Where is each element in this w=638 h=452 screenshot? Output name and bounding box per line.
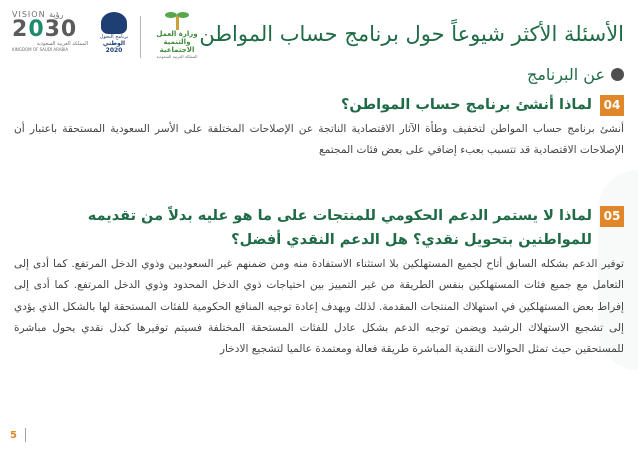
vision-year-b: 0: [28, 17, 45, 42]
question-number: 05: [600, 206, 624, 227]
question-block: [14, 204, 624, 360]
question-text: لماذا أنشئ برنامج حساب المواطن؟: [341, 97, 592, 113]
national-logo-line2: الوطني 2020: [102, 40, 126, 54]
question-number: 04: [600, 95, 624, 116]
footer: [10, 426, 26, 444]
vision-year-c: 30: [44, 17, 78, 42]
answer-text: توفير الدعم بشكله السابق أتاح لجميع المستهلكين بلا استثناء الاستفادة منه ومن ضمنهم غير السعوديين وذوي الدخل المرتفع. كما أدى إلى التعامل مع جميع فئات المستهلكين بنفس الطريقة من غير التمييز بين احتياجات ذوي الدخل المحدود وذوي الدخل المرتفع. كما أدى إلى إفراط بعض المستهلكين في استهلاك المنتجات المقدمة. لذلك ويهدف إعادة توجيه المنافع الحكومية للفئات المستحقة لها بالشكل الذي يؤدي إلى تشجيع الاستهلاك الرشيد ويضمن توجيه الدعم بشكل عادل للفئات المستحقة المختلفة فسيتم توفيرها كبدل نقدي يحول مباشرة للمستحقين حيث تمثل الحوالات النقدية المباشرة طريقة فعالة ومعتمدة عالميا لتشجيع الادخار: [14, 258, 624, 356]
ministry-line2: والتنمية الاجتماعية: [159, 38, 195, 54]
palm-icon: [165, 10, 189, 30]
ministry-line1: وزارة العمل: [156, 30, 198, 38]
ministry-logo: [148, 10, 206, 62]
vision-label: VISION رؤية: [12, 10, 64, 19]
vision-arabic: المملكة العربية السعودية: [36, 41, 88, 47]
page-number: 5: [10, 429, 17, 441]
vision-2030-logo: [12, 10, 88, 62]
footer-divider: [25, 428, 26, 442]
answer-text: أنشئ برنامج حساب المواطن لتخفيف وطأة الآثار الاقتصادية الناتجة عن الإصلاحات المختلفة على الأسر السعودية المستحقة باعتبار أن الإصلاحات الاقتصادية قد تتسبب بعبء إضافي على بعض فئات المجتمع: [14, 123, 624, 157]
section-title: عن البرنامج: [526, 65, 605, 84]
national-transformation-logo: [94, 12, 134, 60]
page-title: الأسئلة الأكثر شيوعاً حول برنامج حساب المواطن: [199, 22, 624, 46]
vision-english: KINGDOM OF SAUDI ARABIA: [12, 47, 69, 52]
vision-year: [12, 19, 88, 41]
question-header: [14, 204, 624, 252]
header-divider: [140, 16, 141, 58]
bullet-icon: [611, 68, 624, 81]
emblem-icon: [101, 12, 127, 34]
question-block: [14, 93, 624, 162]
question-text: لماذا لا يستمر الدعم الحكومي للمنتجات على ما هو عليه بدلاً من تقديمه للمواطنين بتحويل نقدي؟ هل الدعم النقدي أفضل؟: [87, 208, 592, 248]
header: [12, 8, 624, 62]
section-heading: [527, 65, 624, 84]
national-logo-line1: برنامج التحول: [99, 34, 129, 40]
vision-year-a: 2: [12, 17, 29, 42]
ministry-line3: المملكة العربية السعودية: [156, 54, 198, 59]
question-header: [14, 93, 624, 117]
